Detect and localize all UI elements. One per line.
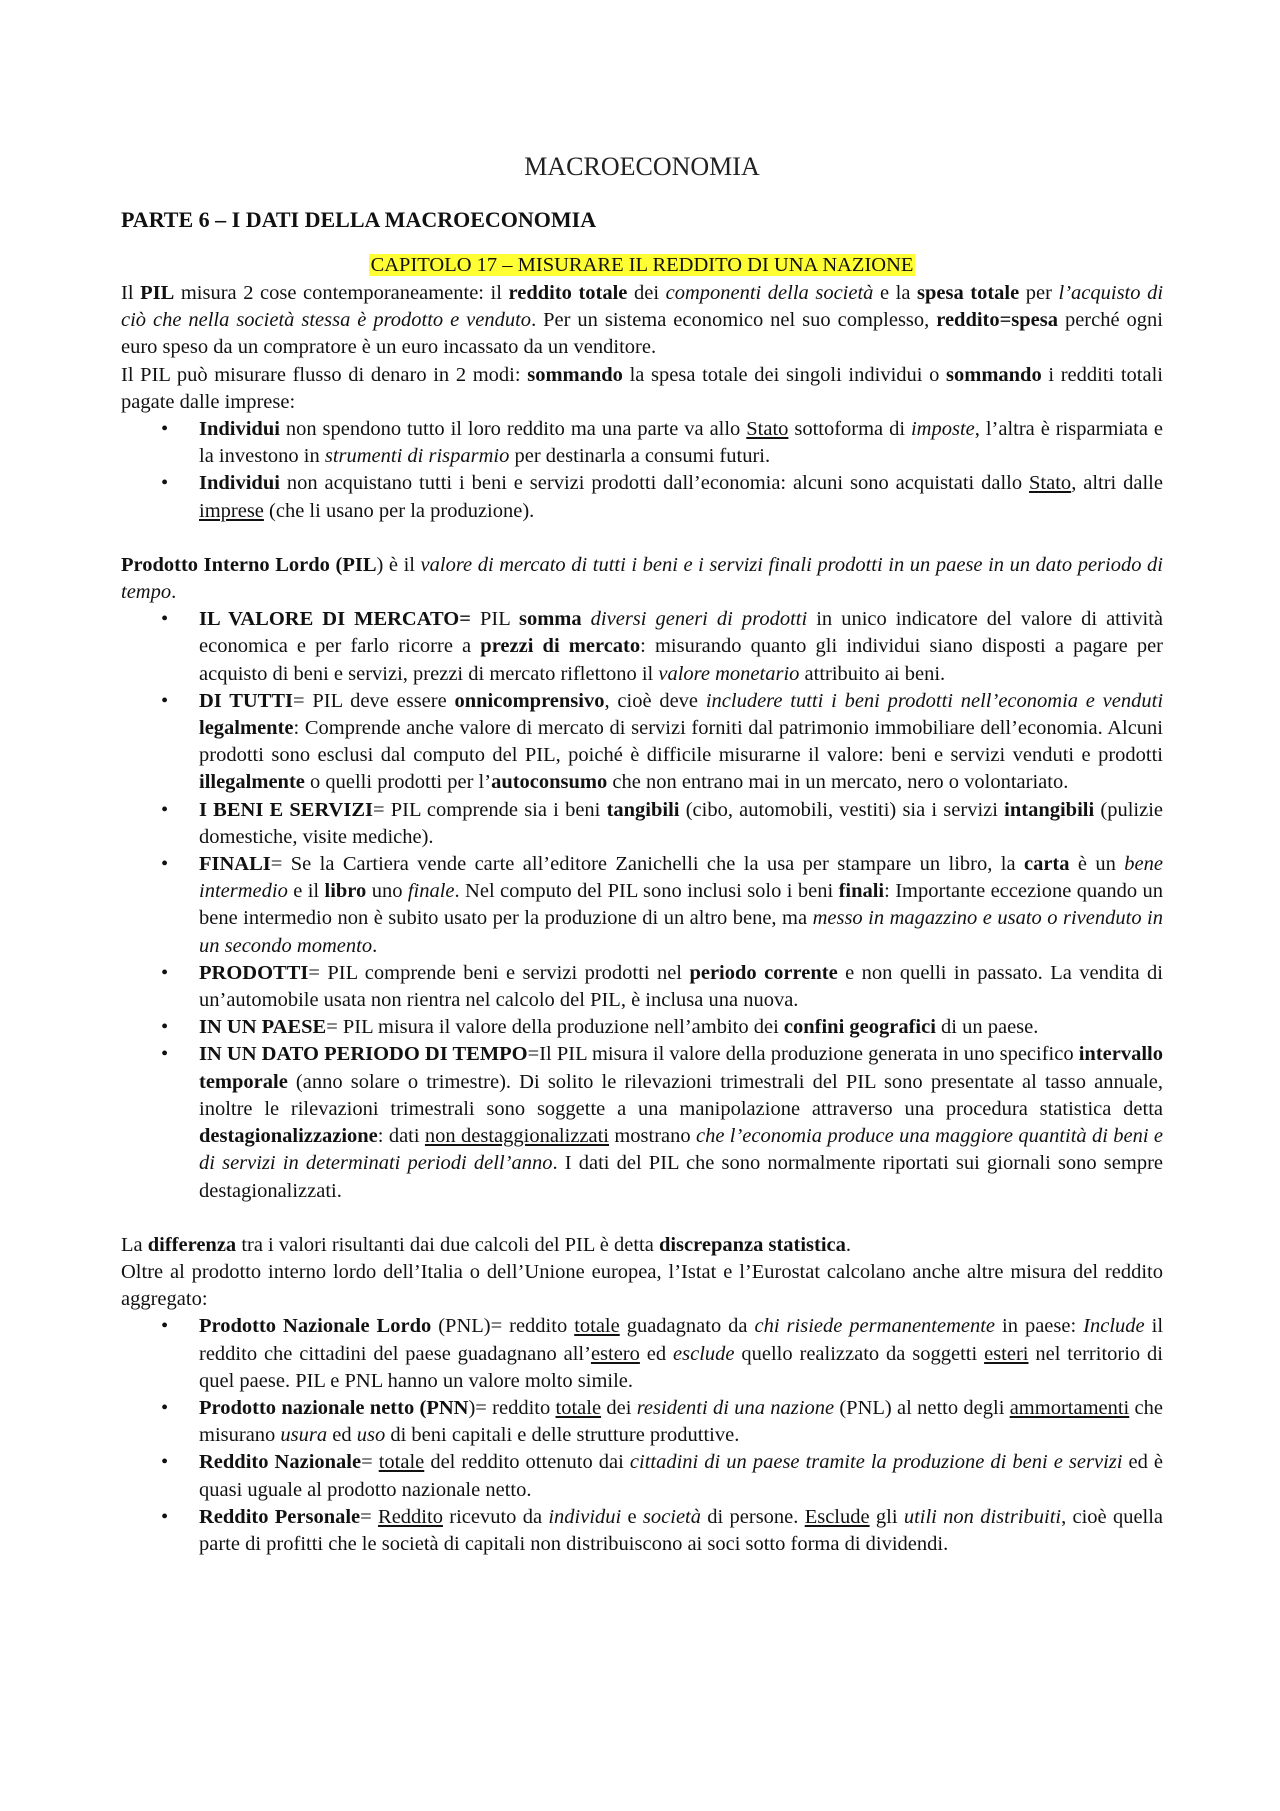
list-item: • IN UN DATO PERIODO DI TEMPO=Il PIL misura il valore della produzione generata in uno specifico intervallo temporale (anno solare o trimestre). Di solito le rilevazioni trimestrali del PIL sono presentate al tasso annuale, inoltre le rilevazioni trimestrali sono soggette a una manipolazione attraverso una procedura statistica detta destagionalizzazione: dati non destaggionalizzati mostrano che l’economia produce una maggiore quantità di beni e di servizi in determinati periodi dell’anno. I dati del PIL che sono normalmente riportati sui giornali sono sempre destagionalizzati. bbox=[121, 1041, 1163, 1204]
discrepancy-paragraph: La differenza tra i valori risultanti dai due calcoli del PIL è detta discrepanza statistica. bbox=[121, 1233, 852, 1256]
chapter-heading bbox=[121, 252, 1163, 279]
document-title: MACROECONOMIA bbox=[524, 152, 760, 181]
list-item: • Prodotto nazionale netto (PNN)= reddito totale dei residenti di una nazione (PNL) al netto degli ammortamenti che misurano usura ed uso di beni capitali e delle strutture produttive. bbox=[121, 1395, 1163, 1449]
list-item: • Reddito Nazionale= totale del reddito ottenuto dai cittadini di un paese tramite la produzione di beni e servizi ed è quasi uguale al prodotto nazionale netto. bbox=[121, 1449, 1163, 1503]
list-item: • DI TUTTI= PIL deve essere onnicomprensivo, cioè deve includere tutti i beni prodotti nell’economia e venduti legalmente: Comprende anche valore di mercato di servizi forniti dal patrimonio immobiliare dell’economia. Alcuni prodotti sono esclusi dal computo del PIL, poiché è difficile misurarne il valore: beni e servizi venduti e prodotti illegalmente o quelli prodotti per l’autoconsumo che non entrano mai in un mercato, nero o volontariato. bbox=[121, 688, 1163, 797]
list-item: • FINALI= Se la Cartiera vende carte all’editore Zanichelli che la usa per stampare un libro, la carta è un bene intermedio e il libro uno finale. Nel computo del PIL sono inclusi solo i beni finali: Importante eccezione quando un bene intermedio non è subito usato per la produzione di un altro bene, ma messo in magazzino e usato o rivenduto in un secondo momento. bbox=[121, 851, 1163, 960]
part-heading: PARTE 6 – I DATI DELLA MACROECONOMIA bbox=[121, 207, 597, 232]
chapter-highlight: CAPITOLO 17 – MISURARE IL REDDITO DI UNA NAZIONE bbox=[370, 254, 914, 276]
list-item: • IN UN PAESE= PIL misura il valore della produzione nell’ambito dei confini geografici di un paese. bbox=[121, 1014, 1163, 1041]
list-item: • Prodotto Nazionale Lordo (PNL)= reddito totale guadagnato da chi risiede permanentemente in paese: Include il reddito che cittadini del paese guadagnano all’estero ed esclude quello realizzato da soggetti esteri nel territorio di quel paese. PIL e PNL hanno un valore molto simile. bbox=[121, 1313, 1163, 1395]
intro-paragraph-1: Il PIL misura 2 cose contemporaneamente: il reddito totale dei componenti della società e la spesa totale per l’acquisto di ciò che nella società stessa è prodotto e venduto. Per un sistema economico nel suo complesso, reddito=spesa perché ogni euro speso da un compratore è un euro incassato da un venditore. bbox=[121, 282, 1164, 359]
pil-components-list bbox=[121, 606, 1163, 1204]
intro-bullet-list bbox=[121, 416, 1163, 525]
pil-definition: Prodotto Interno Lordo (PIL) è il valore di mercato di tutti i beni e i servizi finali prodotti in un paese in un dato periodo di tempo. bbox=[121, 553, 1163, 604]
list-item: • Reddito Personale= Reddito ricevuto da individui e società di persone. Esclude gli utili non distribuiti, cioè quella parte di profitti che le società di capitali non distribuiscono ai soci sotto forma di dividendi. bbox=[121, 1504, 1163, 1558]
aggregates-list bbox=[121, 1313, 1163, 1558]
list-item: • Individui non acquistano tutti i beni e servizi prodotti dall’economia: alcuni sono acquistati dallo Stato, altri dalle imprese (che li usano per la produzione). bbox=[121, 470, 1163, 524]
other-measures-paragraph: Oltre al prodotto interno lordo dell’Italia o dell’Unione europea, l’Istat e l’Eurostat calcolano anche altre misura del reddito aggregato: bbox=[121, 1260, 1163, 1311]
list-item: • Individui non spendono tutto il loro reddito ma una parte va allo Stato sottoforma di imposte, l’altra è risparmiata e la investono in strumenti di risparmio per destinarla a consumi futuri. bbox=[121, 416, 1163, 470]
list-item: • PRODOTTI= PIL comprende beni e servizi prodotti nel periodo corrente e non quelli in passato. La vendita di un’automobile usata non rientra nel calcolo del PIL, è inclusa una nuova. bbox=[121, 960, 1163, 1014]
list-item: • I BENI E SERVIZI= PIL comprende sia i beni tangibili (cibo, automobili, vestiti) sia i servizi intangibili (pulizie domestiche, visite mediche). bbox=[121, 797, 1163, 851]
spacer bbox=[121, 1205, 1163, 1232]
document-body bbox=[121, 280, 1163, 1558]
intro-paragraph-2: Il PIL può misurare flusso di denaro in 2 modi: sommando la spesa totale dei singoli individui o sommando i redditi totali pagate dalle imprese: bbox=[121, 363, 1163, 413]
list-item: • IL VALORE DI MERCATO= PIL somma diversi generi di prodotti in unico indicatore del valore di attività economica e per farlo ricorre a prezzi di mercato: misurando quanto gli individui siano disposti a pagare per acquisto di beni e servizi, prezzi di mercato riflettono il valore monetario attribuito ai beni. bbox=[121, 606, 1163, 688]
spacer bbox=[121, 525, 1163, 552]
